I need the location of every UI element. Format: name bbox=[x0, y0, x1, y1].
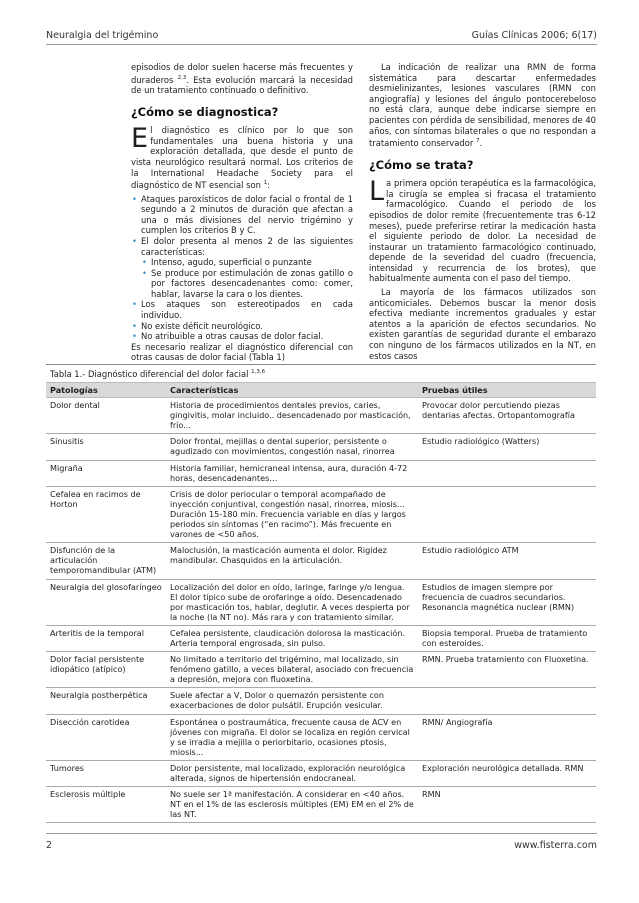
table-cell: Disección carotidea bbox=[46, 714, 166, 760]
table-cell: Historia familiar, hemicraneal intensa, aura, duración 4-72 horas, desencadenantes… bbox=[166, 460, 418, 486]
list-item: • Intenso, agudo, superficial o punzante bbox=[141, 257, 353, 268]
header-rule bbox=[46, 44, 597, 45]
table-cell bbox=[418, 486, 596, 542]
running-header-title: Neuralgia del trigémino bbox=[46, 30, 159, 41]
column-header: Patologías bbox=[46, 383, 166, 398]
table-cell: Cefalea en racimos de Horton bbox=[46, 486, 166, 542]
list-item: • No atribuible a otras causas de dolor facial. bbox=[131, 331, 353, 342]
table-row bbox=[46, 652, 596, 688]
section-heading-treatment: ¿Cómo se trata? bbox=[369, 157, 474, 172]
table-cell: Estudio radiológico (Watters) bbox=[418, 434, 596, 460]
diagnosis-paragraph: El diagnóstico es clínico por lo que son fundamentales una buena historia y una exploración detallada, que desde el punto de vista neurológico resultará normal. Los criterios de la International Headache Society para el diagnóstico de NT esencial son $^1$: bbox=[131, 123, 353, 190]
differential-table-box bbox=[46, 364, 596, 831]
table-cell: Dolor facial persistente idiopático (atípico) bbox=[46, 652, 166, 688]
table-row bbox=[46, 579, 596, 625]
table-row bbox=[46, 625, 596, 651]
table-cell: Exploración neurológica detallada. RMN bbox=[418, 760, 596, 786]
criteria-list bbox=[131, 194, 353, 342]
website-link[interactable]: www.fisterra.com bbox=[514, 840, 597, 851]
differential-table bbox=[46, 382, 596, 823]
table-row bbox=[46, 787, 596, 823]
dropcap: L bbox=[369, 176, 385, 208]
table-row bbox=[46, 398, 596, 434]
table-cell: Disfunción de la articulación temporomandibular (ATM) bbox=[46, 543, 166, 579]
column-header: Características bbox=[166, 383, 418, 398]
table-cell: Biopsia temporal. Prueba de tratamiento con esteroides. bbox=[418, 625, 596, 651]
table-cell: Localización del dolor en oído, laringe, faringe y/o lengua. El dolor típico sube de orofaringe a oído. Desencadenado por masticación tos, hablar, deglutir. A veces despierta por la noche (la NT no). Más rara y con tratamiento similar. bbox=[166, 579, 418, 625]
table-row bbox=[46, 760, 596, 786]
table-row bbox=[46, 688, 596, 714]
table-row bbox=[46, 434, 596, 460]
table-cell: RMN/ Angiografía bbox=[418, 714, 596, 760]
table-cell: Sinusitis bbox=[46, 434, 166, 460]
table-caption: Tabla 1.- Diagnóstico diferencial del dolor facial $^{1,3,6}$ bbox=[50, 369, 266, 379]
page-number: 2 bbox=[46, 840, 53, 851]
table-cell: Dolor persistente, mal localizado, exploración neurológica alterada, signos de hipertensión endocraneal. bbox=[166, 760, 418, 786]
section-heading-diagnosis: ¿Cómo se diagnostica? bbox=[131, 104, 279, 119]
column-header: Pruebas útiles bbox=[418, 383, 596, 398]
list-item: • Ataques paroxísticos de dolor facial o frontal de 1 segundo a 2 minutos de duración que afectan a una o más divisiones del nervio trigémino y cumplen los criterios B y C. bbox=[131, 194, 353, 236]
rmn-paragraph: La indicación de realizar una RMN de forma sistemática para descartar enfermedades desmielinizantes, lesiones vasculares (RMN con angiografía) y lesiones del ángulo pontocerebeloso no está clara, aunque debe indicarse siempre en pacientes con pérdida de sensibilidad, menores de 40 años, con síntomas bilaterales o que no respondan a tratamiento conservador $^7$. bbox=[369, 62, 596, 148]
table-cell: Arteritis de la temporal bbox=[46, 625, 166, 651]
table-row bbox=[46, 714, 596, 760]
table-row bbox=[46, 486, 596, 542]
list-item: • Los ataques son estereotipados en cada individuo. bbox=[131, 299, 353, 320]
table-cell: No limitado a territorio del trigémino, mal localizado, sin fenómeno gatillo, a veces bilateral, asociado con frecuencia a depresión, mejora con fluoxetina. bbox=[166, 652, 418, 688]
table-row bbox=[46, 543, 596, 579]
left-column bbox=[131, 62, 353, 366]
table-cell bbox=[418, 688, 596, 714]
table-cell: Historia de procedimientos dentales previos, caries, gingivitis, molar incluido.. desencadenado por masticación, frío... bbox=[166, 398, 418, 434]
list-item: • El dolor presenta al menos 2 de las siguientes características: • Intenso, agudo, superficial o punzante • Se produce por estimulación de zonas gatillo o por factores desencadenantes como: comer, hablar, lavarse la cara o los dientes. bbox=[131, 236, 353, 300]
right-column bbox=[369, 62, 596, 364]
intro-paragraph: episodios de dolor suelen hacerse más frecuentes y duraderos $^{2,3}$. Esta evolución marcará la necesidad de un tratamiento continuado o definitivo. bbox=[131, 62, 353, 95]
table-header-row bbox=[46, 383, 596, 398]
table-cell bbox=[418, 460, 596, 486]
running-header-journal: Guías Clínicas 2006; 6(17) bbox=[471, 30, 597, 41]
table-cell: Suele afectar a V, Dolor o quemazón persistente con exacerbaciones de dolor pulsátil. Erupción vesicular. bbox=[166, 688, 418, 714]
table-cell: No suele ser 1ª manifestación. A considerar en <40 años. NT en el 1% de las esclerosis múltiples (EM) EM en el 2% de las NT. bbox=[166, 787, 418, 823]
table-cell: Neuralgia postherpética bbox=[46, 688, 166, 714]
table-cell: RMN bbox=[418, 787, 596, 823]
table-cell: Neuralgia del glosofaríngeo bbox=[46, 579, 166, 625]
drugs-paragraph: La mayoría de los fármacos utilizados son anticomiciales. Debemos buscar la menor dosis efectiva mediante incrementos graduales y estar atentos a la aparición de efectos secundarios. No existen garantías de seguridad durante el embarazo con ninguno de los fármacos utilizados en la NT, en estos casos bbox=[369, 287, 596, 361]
table-cell: Dolor frontal, mejillas o dental superior, persistente o agudizado con movimientos, congestión nasal, rinorrea bbox=[166, 434, 418, 460]
table-cell: Migraña bbox=[46, 460, 166, 486]
table-cell: Estudios de imagen siempre por frecuencia de cuadros secundarios. Resonancia magnética nuclear (RMN) bbox=[418, 579, 596, 625]
table-cell: Espontánea o postraumática, frecuente causa de ACV en jóvenes con migraña. El dolor se localiza en región cervical y se irradia a mejilla o periorbitario, ocasiones ptosis, miosis... bbox=[166, 714, 418, 760]
table-cell: Provocar dolor percutiendo piezas dentarias afectas. Ortopantomografía bbox=[418, 398, 596, 434]
table-cell: Esclerosis múltiple bbox=[46, 787, 166, 823]
list-item: • Se produce por estimulación de zonas gatillo o por factores desencadenantes como: comer, hablar, lavarse la cara o los dientes. bbox=[141, 268, 353, 300]
treatment-paragraph: La primera opción terapéutica es la farmacológica, la cirugía se emplea si fracasa el tratamiento farmacológico. Cuando el periodo de los episodios de dolor remite (frecuentemente tras 6-12 meses), puede preferirse retirar la medicación hasta el siguiente periodo de dolor. La necesidad de instaurar un tratamiento farmacológico continuado, depende de la severidad del cuadro (frecuencia, intensidad y recurrencia de los brotes), que habitualmente aumenta con el paso del tiempo. bbox=[369, 176, 596, 284]
footer-rule bbox=[46, 833, 597, 834]
table-cell: RMN. Prueba tratamiento con Fluoxetina. bbox=[418, 652, 596, 688]
table-cell: Estudio radiológico ATM bbox=[418, 543, 596, 579]
table-cell: Cefalea persistente, claudicación dolorosa la masticación. Arteria temporal engrosada, sin pulso. bbox=[166, 625, 418, 651]
table-row bbox=[46, 460, 596, 486]
list-item: • No existe déficit neurológico. bbox=[131, 321, 353, 332]
dropcap: E bbox=[131, 123, 149, 155]
differential-paragraph: Es necesario realizar el diagnóstico diferencial con otras causas de dolor facial (Tabla 1) bbox=[131, 341, 353, 363]
table-cell: Crisis de dolor periocular o temporal acompañado de inyección conjuntival, congestión nasal, rinorrea, miosis... Duración 15-180 min. Frecuencia variable en días y largos periodos sin síntomas (“en racimo”). Más frecuente en varones de <50 años. bbox=[166, 486, 418, 542]
table-cell: Dolor dental bbox=[46, 398, 166, 434]
table-cell: Tumores bbox=[46, 760, 166, 786]
table-cell: Maloclusión, la masticación aumenta el dolor. Rigidez mandibular. Chasquidos en la articulación. bbox=[166, 543, 418, 579]
